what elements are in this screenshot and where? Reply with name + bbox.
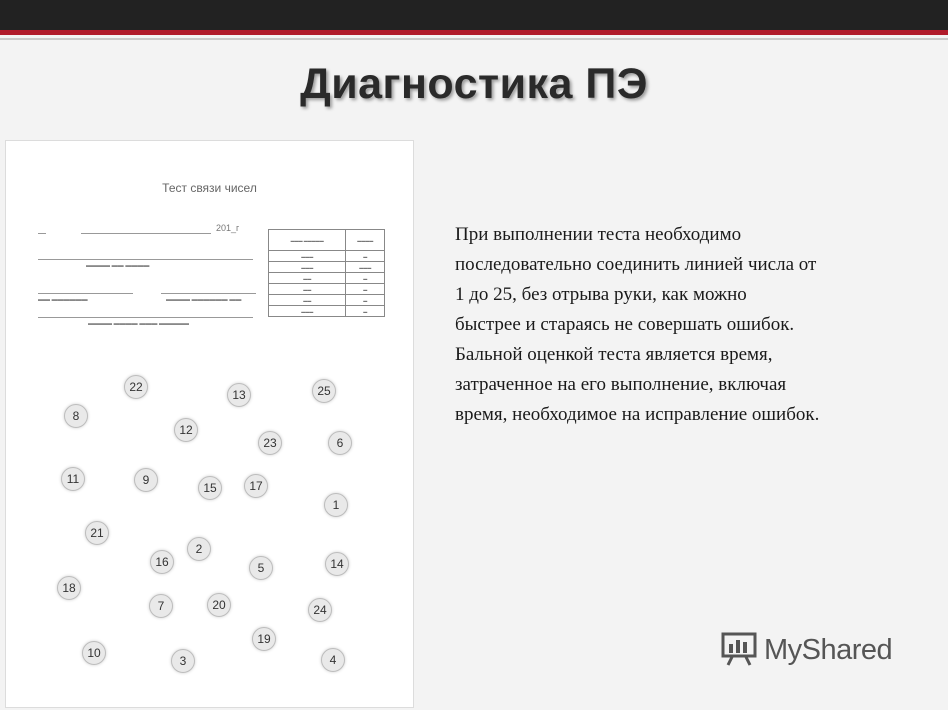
number-circle: 14 <box>325 552 349 576</box>
slide-title: Диагностика ПЭ <box>300 60 648 108</box>
number-circle: 8 <box>64 404 88 428</box>
number-circle: 5 <box>249 556 273 580</box>
presentation-board-icon <box>720 629 758 672</box>
number-circle: 2 <box>187 537 211 561</box>
form-caption: ▬▬▬▬ ▬▬▬▬▬▬ ▬▬ <box>166 297 242 303</box>
number-circle: 16 <box>150 550 174 574</box>
form-caption: ▬▬▬▬ ▬▬▬▬ ▬▬▬ ▬▬▬▬▬ <box>88 321 190 327</box>
number-circle: 7 <box>149 594 173 618</box>
number-circle: 21 <box>85 521 109 545</box>
form-line <box>161 293 256 294</box>
number-circle: 17 <box>244 474 268 498</box>
top-divider <box>0 38 948 40</box>
score-table: ▬▬▬ ▬▬▬▬▬ ▬▬▬▬ ▬▬▬ ▬ ▬▬▬ ▬▬▬ ▬▬ ▬ ▬▬ ▬ ▬▬ ▬ ▬▬▬ ▬ <box>268 229 385 317</box>
number-circle: 12 <box>174 418 198 442</box>
number-circle: 25 <box>312 379 336 403</box>
form-line <box>81 233 211 234</box>
form-caption: ▬▬▬▬ ▬▬ ▬▬▬▬ <box>86 263 150 269</box>
number-circle: 19 <box>252 627 276 651</box>
number-circle: 18 <box>57 576 81 600</box>
form-line <box>38 233 46 234</box>
number-circle: 9 <box>134 468 158 492</box>
number-circle: 22 <box>124 375 148 399</box>
number-circle: 6 <box>328 431 352 455</box>
form-year: 201_г <box>216 223 240 233</box>
number-circle: 15 <box>198 476 222 500</box>
form-caption: ▬▬ ▬▬▬▬▬▬ <box>38 297 88 303</box>
form-line <box>38 317 253 318</box>
myshared-watermark[interactable] <box>720 630 892 670</box>
top-dark-bar <box>0 0 948 30</box>
number-circle: 10 <box>82 641 106 665</box>
number-circle: 1 <box>324 493 348 517</box>
number-circle: 3 <box>171 649 195 673</box>
number-circle: 4 <box>321 648 345 672</box>
number-circle: 11 <box>61 467 85 491</box>
form-line <box>38 259 253 260</box>
watermark-label: MyShared <box>764 633 893 666</box>
instruction-text: При выполнении теста необходимо последовательно соединить линией числа от 1 до 25, без отрыва руки, как можно быстрее и стараясь не совершать ошибок. Бальной оценкой теста является время, затраченное на его выполнение, включая время, необходимое на исправление ошибок. <box>455 224 820 425</box>
number-circle: 23 <box>258 431 282 455</box>
top-red-stripe <box>0 30 948 35</box>
number-circle: 13 <box>227 383 251 407</box>
number-circle: 20 <box>207 593 231 617</box>
form-line <box>38 293 133 294</box>
test-sheet-image <box>5 140 414 708</box>
number-circle: 24 <box>308 598 332 622</box>
test-sheet-title: Тест связи чисел <box>162 181 257 195</box>
